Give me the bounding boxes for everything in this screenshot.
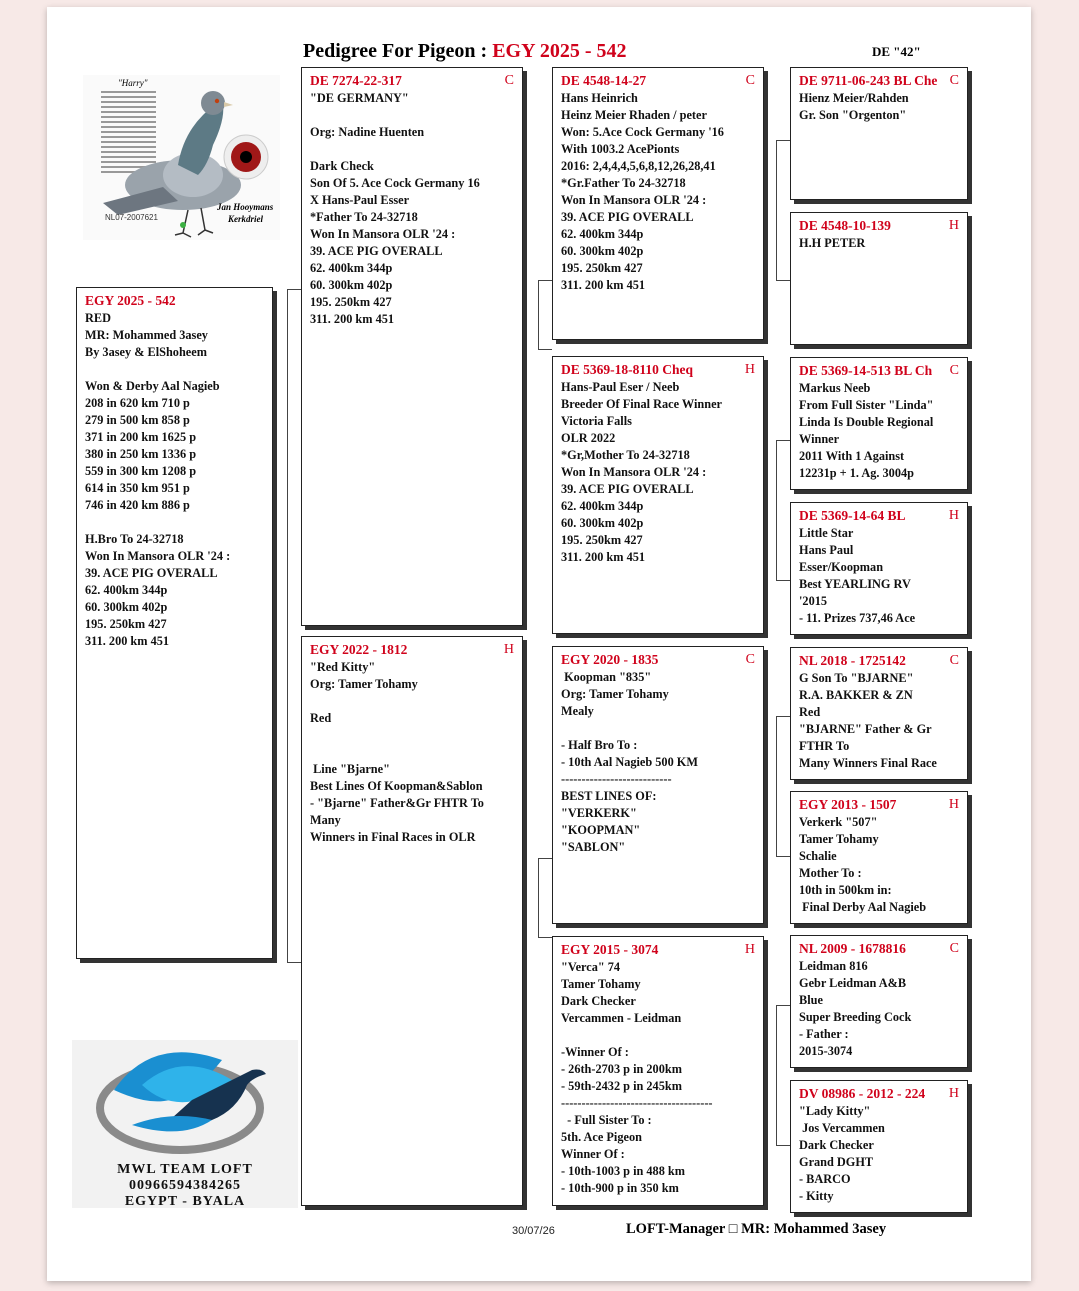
sex-marker: C xyxy=(949,363,959,378)
pedigree-line: Hans Paul xyxy=(799,543,854,557)
connector-line xyxy=(287,962,301,963)
pedigree-line: Best YEARLING RV xyxy=(799,577,911,591)
pedigree-line: H.Bro To 24-32718 xyxy=(85,532,184,546)
connector-line xyxy=(538,858,552,859)
pedigree-line: 62. 400km 344p xyxy=(561,499,644,513)
pedigree-line: - "Bjarne" Father&Gr FHTR To xyxy=(310,796,484,810)
sex-marker: H xyxy=(744,362,755,377)
pedigree-line: 5th. Ace Pigeon xyxy=(561,1130,642,1144)
pedigree-line: Line "Bjarne" xyxy=(310,762,390,776)
pedigree-line: Mother To : xyxy=(799,866,862,880)
pedigree-line xyxy=(561,720,755,737)
connector-line xyxy=(776,140,777,280)
sire-sire-dam-box xyxy=(790,212,968,345)
top-right-label: DE "42" xyxy=(872,44,921,59)
sex-marker: H xyxy=(948,218,959,233)
pigeon-photo xyxy=(83,75,280,240)
logo-location: EGYPT - BYALA xyxy=(124,1194,246,1209)
ring-number: EGY 2015 - 3074 xyxy=(561,942,659,957)
pedigree-line: Mealy xyxy=(561,704,594,718)
pedigree-line: 195. 250km 427 xyxy=(561,261,643,275)
pedigree-line: Esser/Koopman xyxy=(799,560,884,574)
pedigree-line: 311. 200 km 451 xyxy=(561,278,646,292)
pedigree-line: Winners in Final Races in OLR xyxy=(310,830,476,844)
dam-sire-box xyxy=(552,646,764,924)
pedigree-line: 39. ACE PIG OVERALL xyxy=(85,566,218,580)
pedigree-line xyxy=(310,107,514,124)
connector-line xyxy=(776,716,790,717)
pedigree-line xyxy=(85,514,264,531)
pedigree-line: FTHR To xyxy=(799,739,850,753)
pedigree-line: 10th in 500km in: xyxy=(799,883,892,897)
pedigree-line xyxy=(310,727,514,744)
pedigree-line: "DE GERMANY" xyxy=(310,91,409,105)
ring-number: DE 5369-18-8110 Cheq xyxy=(561,362,694,377)
loft-manager: LOFT-Manager □ MR: Mohammed 3asey xyxy=(626,1221,887,1237)
pedigree-line: Best Lines Of Koopman&Sablon xyxy=(310,779,483,793)
pedigree-line: Red xyxy=(310,711,332,725)
pedigree-line: *Gr.Father To 24-32718 xyxy=(561,176,686,190)
pedigree-line: "Verca" 74 xyxy=(561,960,621,974)
connector-line xyxy=(776,1005,777,1145)
pedigree-line: Leidman 816 xyxy=(799,959,868,973)
sex-marker: C xyxy=(745,73,755,88)
pedigree-line: - Half Bro To : xyxy=(561,738,638,752)
pedigree-line: -Winner Of : xyxy=(561,1045,629,1059)
pedigree-line: RED xyxy=(85,311,111,325)
pedigree-line: Dark Check xyxy=(310,159,374,173)
pedigree-line: Super Breeding Cock xyxy=(799,1010,912,1024)
subject-box xyxy=(76,287,273,959)
pedigree-line: X Hans-Paul Esser xyxy=(310,193,410,207)
pedigree-line: BEST LINES OF: xyxy=(561,789,657,803)
dam-sire-sire-box xyxy=(790,647,968,780)
ring-number: DE 5369-14-64 BL xyxy=(799,508,906,523)
pedigree-line: Schalie xyxy=(799,849,837,863)
ring-number: DE 9711-06-243 BL Che xyxy=(799,73,938,88)
sire-dam-dam-box xyxy=(790,502,968,635)
pedigree-line: Dark Checker xyxy=(799,1138,874,1152)
pedigree-line: H.H PETER xyxy=(799,236,866,250)
connector-line xyxy=(538,280,539,350)
pedigree-line: 195. 250km 427 xyxy=(85,617,167,631)
pedigree-line: Victoria Falls xyxy=(561,414,632,428)
pedigree-line: - 10th-900 p in 350 km xyxy=(561,1181,679,1195)
connector-line xyxy=(538,937,552,938)
logo-loft-name: MWL TEAM LOFT xyxy=(117,1162,253,1177)
sex-marker: C xyxy=(949,653,959,668)
pedigree-line: "KOOPMAN" xyxy=(561,823,641,837)
pedigree-line: '2015 xyxy=(799,594,828,608)
pedigree-line: "Lady Kitty" xyxy=(799,1104,871,1118)
pedigree-line xyxy=(310,693,514,710)
pedigree-line: Won & Derby Aal Nagieb xyxy=(85,379,220,393)
pedigree-line: Org: Tamer Tohamy xyxy=(310,677,418,691)
pedigree-line: Verkerk "507" xyxy=(799,815,878,829)
pedigree-line: Grand DGHT xyxy=(799,1155,874,1169)
pedigree-line: With 1003.2 AcePionts xyxy=(561,142,680,156)
dam-box xyxy=(301,636,523,1206)
pedigree-line: G Son To "BJARNE" xyxy=(799,671,914,685)
pedigree-line: 60. 300km 402p xyxy=(310,278,393,292)
dam-dam-dam-box xyxy=(790,1080,968,1213)
sex-marker: C xyxy=(949,73,959,88)
connector-line xyxy=(776,716,777,856)
pedigree-line: *Father To 24-32718 xyxy=(310,210,418,224)
pedigree-line: 279 in 500 km 858 p xyxy=(85,413,190,427)
sire-sire-sire-box xyxy=(790,67,968,200)
bird-logo-graphic xyxy=(72,1040,298,1160)
pedigree-line: - 10th Aal Nagieb 500 KM xyxy=(561,755,698,769)
sex-marker: C xyxy=(949,941,959,956)
pedigree-line: 2016: 2,4,4,4,5,6,8,12,26,28,41 xyxy=(561,159,716,173)
pedigree-line: Won In Mansora OLR '24 : xyxy=(561,193,707,207)
sex-marker: H xyxy=(948,1086,959,1101)
pedigree-line: 208 in 620 km 710 p xyxy=(85,396,190,410)
dam-dam-sire-box xyxy=(790,935,968,1068)
photo-owner-location: Kerkdriel xyxy=(228,214,263,224)
connector-line xyxy=(776,440,777,580)
pedigree-line: Tamer Tohamy xyxy=(799,832,879,846)
pedigree-line: - 59th-2432 p in 245km xyxy=(561,1079,682,1093)
pedigree-line: 2011 With 1 Against xyxy=(799,449,905,463)
ring-number: DE 4548-14-27 xyxy=(561,73,647,88)
sex-marker: H xyxy=(948,797,959,812)
connector-line xyxy=(776,280,790,281)
connector-line xyxy=(538,280,552,281)
dam-sire-dam-box xyxy=(790,791,968,924)
pedigree-line xyxy=(561,1027,755,1044)
dam-dam-box xyxy=(552,936,764,1206)
ring-number: NL 2018 - 1725142 xyxy=(799,653,906,668)
logo-phone: 00966594384265 xyxy=(129,1178,241,1193)
pedigree-line: Little Star xyxy=(799,526,854,540)
pedigree-line: 380 in 250 km 1336 p xyxy=(85,447,197,461)
pedigree-line: Winner xyxy=(799,432,840,446)
pedigree-line: ------------------------------------- xyxy=(561,1096,713,1110)
connector-line xyxy=(538,349,552,350)
sire-box xyxy=(301,67,523,626)
pedigree-line: 39. ACE PIG OVERALL xyxy=(561,482,694,496)
pedigree-line: "Red Kitty" xyxy=(310,660,376,674)
ring-number: DV 08986 - 2012 - 224 xyxy=(799,1086,926,1101)
pedigree-line: 311. 200 km 451 xyxy=(310,312,395,326)
pedigree-line: - 10th-1003 p in 488 km xyxy=(561,1164,686,1178)
pedigree-line: "SABLON" xyxy=(561,840,626,854)
pedigree-line: Hienz Meier/Rahden xyxy=(799,91,909,105)
ring-number: EGY 2013 - 1507 xyxy=(799,797,897,812)
pedigree-line: MR: Mohammed 3asey xyxy=(85,328,208,342)
pedigree-line: Gebr Leidman A&B xyxy=(799,976,907,990)
pedigree-line: 311. 200 km 451 xyxy=(561,550,646,564)
pedigree-line: *Gr,Mother To 24-32718 xyxy=(561,448,690,462)
pedigree-line: 195. 250km 427 xyxy=(310,295,392,309)
connector-line xyxy=(776,440,790,441)
pedigree-line: Won In Mansora OLR '24 : xyxy=(85,549,231,563)
pedigree-line: 62. 400km 344p xyxy=(310,261,393,275)
pedigree-line: --------------------------- xyxy=(561,772,672,786)
pedigree-line: Org: Tamer Tohamy xyxy=(561,687,669,701)
pedigree-line: 371 in 200 km 1625 p xyxy=(85,430,197,444)
print-date: 30/07/26 xyxy=(512,1225,555,1237)
connector-line xyxy=(776,580,790,581)
pedigree-line: - Father : xyxy=(799,1027,849,1041)
connector-line xyxy=(776,1005,790,1006)
pedigree-line: "BJARNE" Father & Gr xyxy=(799,722,932,736)
sex-marker: C xyxy=(745,652,755,667)
pedigree-line: 12231p + 1. Ag. 3004p xyxy=(799,466,914,480)
pedigree-line: "VERKERK" xyxy=(561,806,637,820)
pedigree-line: Linda Is Double Regional xyxy=(799,415,934,429)
ring-number: EGY 2025 - 542 xyxy=(85,293,176,308)
pedigree-line: 60. 300km 402p xyxy=(85,600,168,614)
sex-marker: C xyxy=(504,73,514,88)
pedigree-line: By 3asey & ElShoheem xyxy=(85,345,207,359)
pedigree-line: - Kitty xyxy=(799,1189,834,1203)
connector-line xyxy=(287,289,288,963)
pedigree-line: 60. 300km 402p xyxy=(561,244,644,258)
pedigree-line: Koopman "835" xyxy=(561,670,652,684)
race-results-list xyxy=(101,91,156,173)
page-title: Pedigree For Pigeon : EGY 2025 - 542 xyxy=(303,40,627,62)
pedigree-line xyxy=(310,744,514,761)
ring-number: EGY 2020 - 1835 xyxy=(561,652,659,667)
loft-logo xyxy=(72,1040,298,1208)
sire-dam-box xyxy=(552,356,764,634)
sex-marker: H xyxy=(948,508,959,523)
pedigree-line: - BARCO xyxy=(799,1172,851,1186)
pedigree-line: Jos Vercammen xyxy=(799,1121,885,1135)
pedigree-line: Breeder Of Final Race Winner xyxy=(561,397,722,411)
sex-marker: H xyxy=(744,942,755,957)
pedigree-line: 2015-3074 xyxy=(799,1044,853,1058)
pedigree-line: Tamer Tohamy xyxy=(561,977,641,991)
pedigree-line: 746 in 420 km 886 p xyxy=(85,498,190,512)
pedigree-line: 311. 200 km 451 xyxy=(85,634,170,648)
pedigree-line: Heinz Meier Rhaden / peter xyxy=(561,108,707,122)
connector-line xyxy=(287,289,301,290)
pedigree-line: Gr. Son "Orgenton" xyxy=(799,108,907,122)
pedigree-line: Markus Neeb xyxy=(799,381,871,395)
pedigree-line: Won In Mansora OLR '24 : xyxy=(561,465,707,479)
sex-marker: H xyxy=(503,642,514,657)
photo-ring-number: NL07-2007621 xyxy=(105,213,158,222)
pedigree-line: 60. 300km 402p xyxy=(561,516,644,530)
photo-pigeon-name: "Harry" xyxy=(118,78,148,88)
connector-line xyxy=(776,140,790,141)
pedigree-line: Hans-Paul Eser / Neeb xyxy=(561,380,680,394)
pedigree-line: 614 in 350 km 951 p xyxy=(85,481,190,495)
photo-owner-name: Jan Hooymans xyxy=(217,202,274,212)
sire-dam-sire-box xyxy=(790,357,968,490)
pedigree-line: OLR 2022 xyxy=(561,431,616,445)
pedigree-line: 39. ACE PIG OVERALL xyxy=(310,244,443,258)
ring-number: DE 7274-22-317 xyxy=(310,73,402,88)
pedigree-line: 62. 400km 344p xyxy=(85,583,168,597)
ring-number: DE 5369-14-513 BL Ch xyxy=(799,363,933,378)
sire-sire-box xyxy=(552,67,764,340)
pedigree-line: Final Derby Aal Nagieb xyxy=(799,900,927,914)
pedigree-line: Vercammen - Leidman xyxy=(561,1011,682,1025)
pedigree-line: Winner Of : xyxy=(561,1147,625,1161)
pedigree-line xyxy=(85,361,264,378)
pedigree-line: R.A. BAKKER & ZN xyxy=(799,688,913,702)
connector-line xyxy=(538,858,539,938)
title-ring: EGY 2025 - 542 xyxy=(492,40,627,62)
pedigree-line: - 11. Prizes 737,46 Ace xyxy=(799,611,916,625)
pedigree-line: Blue xyxy=(799,993,823,1007)
pedigree-line: Org: Nadine Huenten xyxy=(310,125,425,139)
pedigree-line: 559 in 300 km 1208 p xyxy=(85,464,197,478)
ring-number: DE 4548-10-139 xyxy=(799,218,891,233)
connector-line xyxy=(776,856,790,857)
pedigree-line: 62. 400km 344p xyxy=(561,227,644,241)
pedigree-line: 39. ACE PIG OVERALL xyxy=(561,210,694,224)
pedigree-line: Won In Mansora OLR '24 : xyxy=(310,227,456,241)
pedigree-line xyxy=(310,141,514,158)
ring-number: EGY 2022 - 1812 xyxy=(310,642,408,657)
pedigree-line: Son Of 5. Ace Cock Germany 16 xyxy=(310,176,480,190)
pedigree-line: - 26th-2703 p in 200km xyxy=(561,1062,682,1076)
ring-number: NL 2009 - 1678816 xyxy=(799,941,906,956)
connector-line xyxy=(776,1145,790,1146)
pedigree-line: Many Winners Final Race xyxy=(799,756,937,770)
pedigree-line: Won: 5.Ace Cock Germany '16 xyxy=(561,125,724,139)
pedigree-line: Dark Checker xyxy=(561,994,636,1008)
pedigree-line: Hans Heinrich xyxy=(561,91,638,105)
pedigree-line: Red xyxy=(799,705,821,719)
pedigree-line: - Full Sister To : xyxy=(561,1113,652,1127)
pedigree-line: 195. 250km 427 xyxy=(561,533,643,547)
pedigree-line: Many xyxy=(310,813,341,827)
pedigree-line: From Full Sister "Linda" xyxy=(799,398,934,412)
